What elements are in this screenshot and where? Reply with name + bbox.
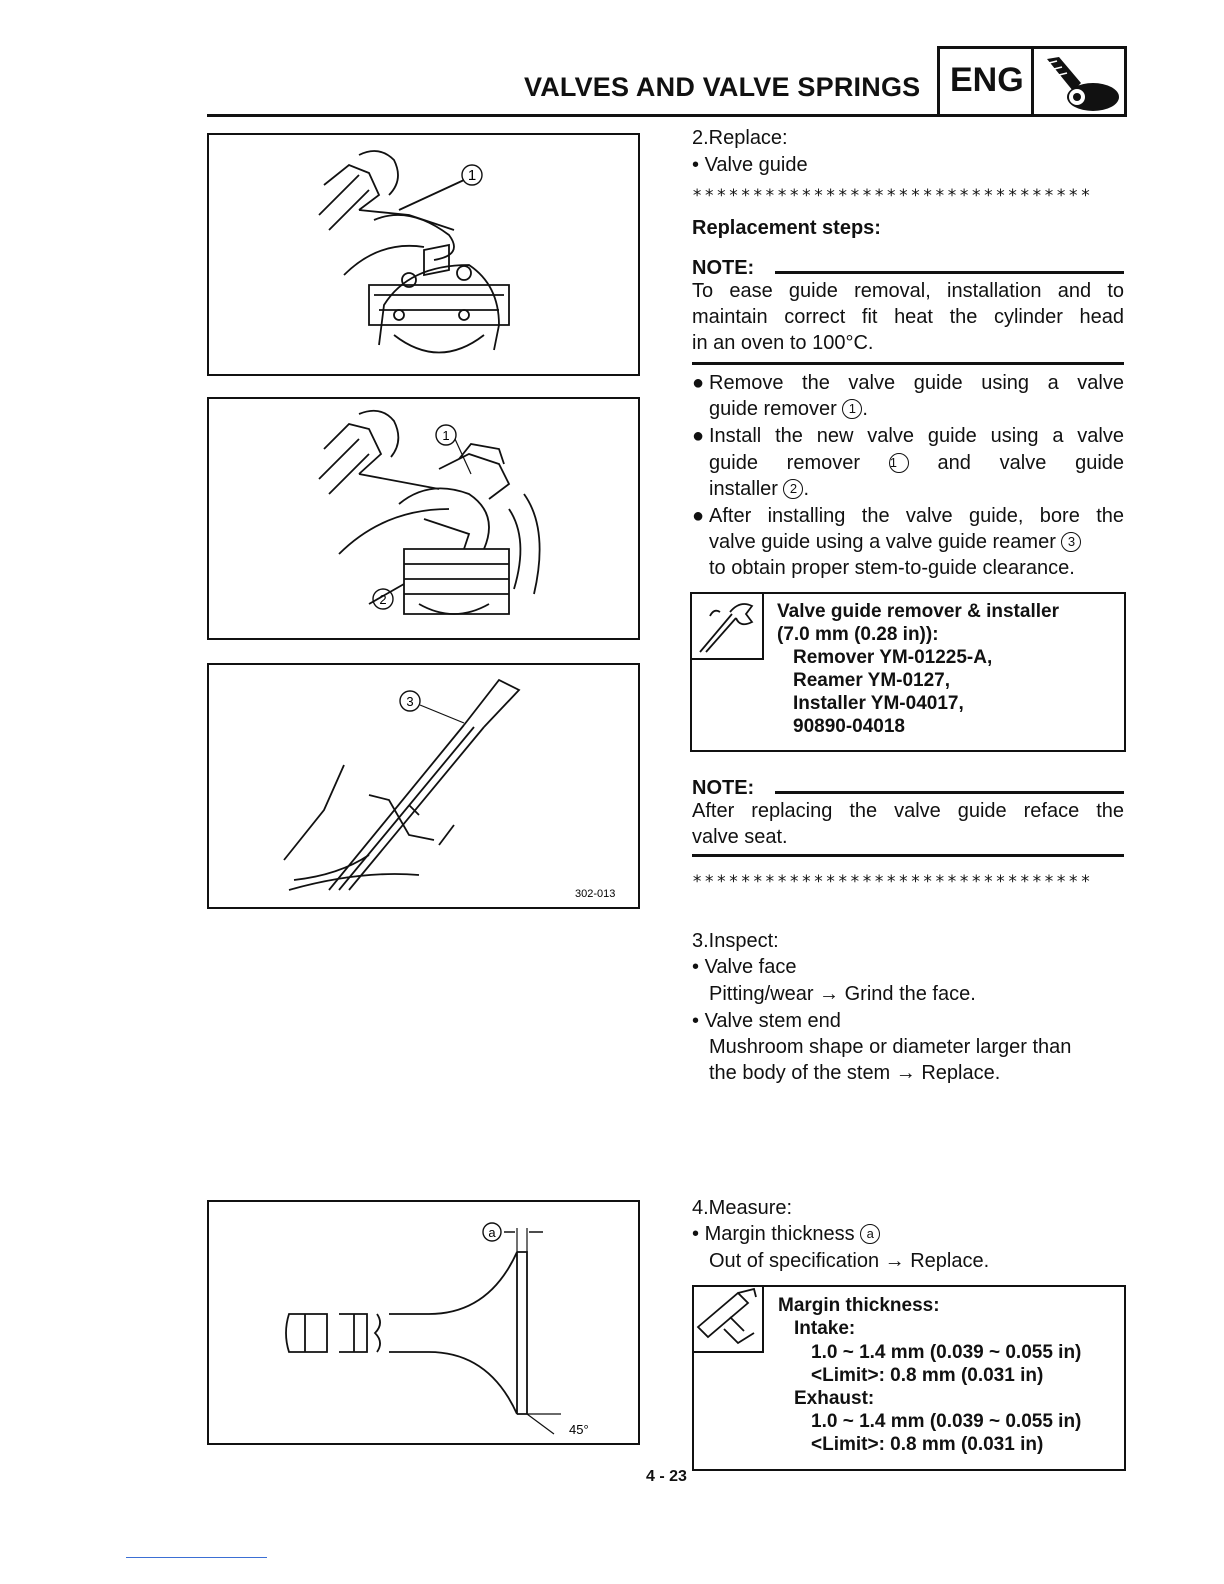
note-label: NOTE: — [692, 257, 755, 279]
reamer-drawing — [209, 665, 637, 906]
spec-line: Reamer YM-0127, — [793, 670, 951, 691]
page-title: VALVES AND VALVE SPRINGS — [524, 72, 921, 102]
figure-2-callout-1: 1 — [442, 428, 450, 443]
measure-detail: Out of specification → Replace. — [709, 1250, 990, 1272]
note-line: To ease guide removal, installation and to — [692, 280, 1124, 302]
spec-line: Intake: — [794, 1318, 856, 1339]
cylinder-head-install-drawing — [209, 399, 637, 637]
bore-step-line: to obtain proper stem-to-guide clearance. — [709, 557, 1075, 579]
spec-line: Remover YM-01225-A, — [793, 647, 993, 668]
bullet-dot: ● — [692, 425, 705, 447]
step-2-bullet: • Valve guide — [692, 154, 808, 176]
note-end-rule — [692, 854, 1124, 857]
figure-4-callout-a: a — [488, 1225, 496, 1240]
remove-step-line: Remove the valve guide using a valve — [709, 372, 1124, 394]
footer-link-rule — [126, 1557, 267, 1558]
note-line: After replacing the valve guide reface the — [692, 800, 1124, 822]
badge-divider — [1031, 49, 1034, 114]
note-label: NOTE: — [692, 777, 755, 799]
figure-1-callout-1: 1 — [467, 167, 477, 184]
remove-step-line: guide remover 1 . — [709, 398, 868, 420]
spec-line: <Limit>: 0.8 mm (0.031 in) — [811, 1365, 1044, 1386]
asterisk-divider: ********************************* — [692, 872, 1093, 892]
bullet-dot: ● — [692, 505, 705, 527]
figure-3-callout-3: 3 — [406, 694, 414, 709]
bore-step-line: valve guide using a valve guide reamer 3 — [709, 529, 1081, 556]
header-rule — [207, 114, 937, 117]
note-line: valve seat. — [692, 826, 788, 848]
inspect-detail: Pitting/wear → Grind the face. — [709, 983, 976, 1005]
figure-code: 302-013 — [575, 888, 616, 900]
margin-thickness-spec-box — [692, 1285, 1126, 1471]
spec-line: <Limit>: 0.8 mm (0.031 in) — [811, 1434, 1044, 1455]
caliper-icon — [694, 1287, 764, 1353]
replacement-steps-heading: Replacement steps: — [692, 217, 881, 239]
step-4-heading: 4.Measure: — [692, 1197, 793, 1219]
special-tool-icon — [692, 594, 764, 660]
note-end-rule — [692, 362, 1124, 365]
figure-valve-guide-install — [207, 397, 640, 640]
asterisk-divider: ********************************* — [692, 186, 1093, 206]
bullet-text: Valve guide — [704, 154, 808, 176]
engine-wrench-icon — [1037, 53, 1123, 115]
install-step-line: installer 2 . — [709, 478, 810, 500]
inspect-bullet: • Valve stem end — [692, 1010, 841, 1032]
section-badge-label: ENG — [950, 61, 1024, 99]
install-step-line: guide remover 1 and valve guide — [709, 452, 1125, 474]
valve-margin-drawing — [209, 1202, 637, 1442]
section-badge — [937, 46, 1127, 117]
step-3-heading: 3.Inspect: — [692, 930, 779, 952]
figure-2-callout-2: 2 — [379, 592, 387, 607]
note-rule — [775, 271, 1124, 274]
spec-line: Margin thickness: — [778, 1295, 940, 1316]
spec-line: 1.0 ~ 1.4 mm (0.039 ~ 0.055 in) — [811, 1342, 1082, 1363]
spec-line: (7.0 mm (0.28 in)): — [777, 624, 939, 645]
install-step-line: Install the new valve guide using a valve — [709, 425, 1124, 447]
figure-valve-margin — [207, 1200, 640, 1445]
spec-line: 1.0 ~ 1.4 mm (0.039 ~ 0.055 in) — [811, 1411, 1082, 1432]
spec-line: 90890-04018 — [793, 716, 905, 737]
step-2-heading: 2.Replace: — [692, 127, 788, 149]
measure-bullet: • Margin thickness a — [692, 1221, 880, 1248]
spec-line: Exhaust: — [794, 1388, 875, 1409]
inspect-detail: Mushroom shape or diameter larger than — [709, 1036, 1072, 1058]
special-tool-spec-box — [690, 592, 1126, 752]
bore-step-line: After installing the valve guide, bore the — [709, 505, 1124, 527]
note-rule — [775, 791, 1124, 794]
bullet-dot: ● — [692, 372, 705, 394]
inspect-detail: the body of the stem → Replace. — [709, 1062, 1001, 1084]
note-line: in an oven to 100°C. — [692, 332, 874, 354]
note-line: maintain correct fit heat the cylinder head — [692, 306, 1124, 328]
page-number: 4 - 23 — [646, 1468, 687, 1485]
spec-line: Installer YM-04017, — [793, 693, 964, 714]
figure-valve-guide-removal — [207, 133, 640, 376]
inspect-bullet: • Valve face — [692, 956, 797, 978]
figure-valve-guide-reamer — [207, 663, 640, 909]
spec-line: Valve guide remover & installer — [777, 601, 1059, 622]
angle-label: 45° — [569, 1422, 589, 1437]
cylinder-head-removal-drawing — [209, 135, 637, 373]
